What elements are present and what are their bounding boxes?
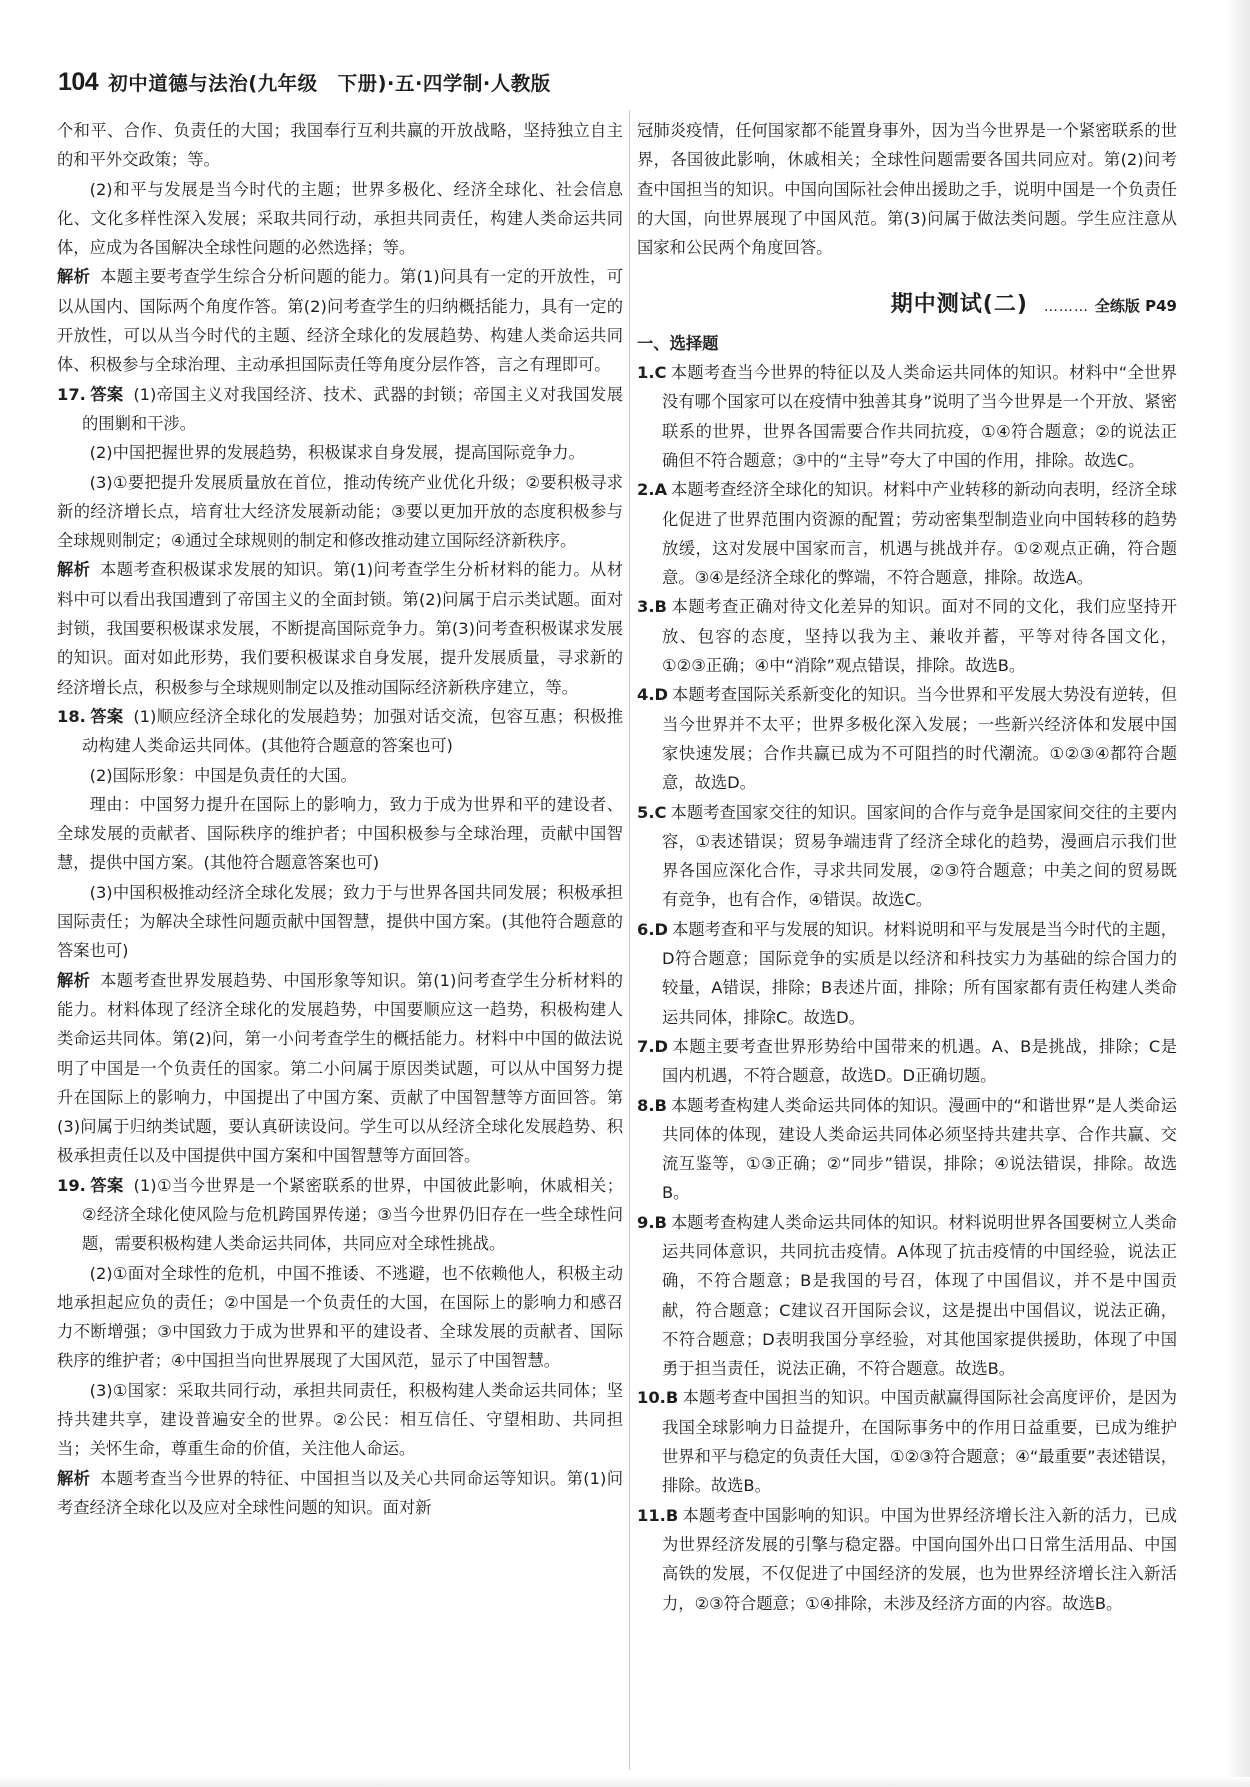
paragraph-text: 理由：中国努力提升在国际上的影响力，致力于成为世界和平的建设者、全球发展的贡献者、国际秩序的维护者；中国积极参与全球治理，贡献中国智慧，提供中国方案。(其他符合题意答案也可) [57,794,623,873]
choice-answer-key: 11.B [637,1505,679,1525]
paragraph-text: 冠肺炎疫情，任何国家都不能置身事外，因为当今世界是一个紧密联系的世界，各国彼此影响，休戚相关；全球性问题需要各国共同应对。第(2)问考查中国担当的知识。中国向国际社会伸出援助之手，说明中国是一个负责任的大国，向世界展现了中国风范。第(3)问属于做法类问题。学生应注意从国家和公民两个角度回答。 [637,121,1177,258]
choice-explanation: 本题考查构建人类命运共同体的知识。漫画中的“和谐世界”是人类命运共同体的体现，建设人类命运共同体必须坚持共建共享、合作共赢、交流互鉴等，①③正确；②“同步”错误，排除；④说法错误，排除。故选B。 [662,1095,1177,1203]
page-bottom-shadow [0,1777,1250,1787]
paragraph-text: (3)①要把提升发展质量放在首位，推动传统产业优化升级；②要积极寻求新的经济增长点，培育壮大经济发展新动能；③要以更加开放的态度积极参与全球规则制定；④通过全球规则的制定和修改推动建立国际经济新秩序。 [57,472,623,551]
choice-answer-item [637,358,1177,475]
choice-explanation: 本题考查正确对待文化差异的知识。面对不同的文化，我们应坚持开放、包容的态度，坚持以我为主、兼收并蓄，平等对待各国文化，①②③正确；④中“消除”观点错误，排除。故选B。 [662,597,1177,676]
section-title: 期中测试(二) [890,292,1028,318]
choice-answer-item [637,1091,1177,1208]
choice-answer-item [637,1208,1177,1384]
paragraph-tag: 解析 [57,970,91,990]
paragraph-text: (2)中国把握世界的发展趋势，积极谋求自身发展，提高国际竞争力。 [89,443,585,463]
choice-explanation: 本题考查经济全球化的知识。材料中产业转移的新动向表明，经济全球化促进了世界范围内资源的配置；劳动密集型制造业向中国转移的趋势放缓，这对发展中国家而言，机遇与挑战并存。①②观点正确，符合题意。③④是经济全球化的弊端，不符合题意，排除。故选A。 [662,480,1177,588]
section-reference: 全练版 P49 [1094,297,1177,316]
text-paragraph [57,1259,623,1376]
paragraph-text: (2)①面对全球性的危机，中国不推诿、不逃避，也不依赖他人，积极主动地承担起应负的责任；②中国是一个负责任的大国，在国际上的影响力和感召力不断增强；③中国致力于成为世界和平的建设者、全球发展的贡献者、国际秩序的维护者；④中国担当向世界展现了大国风范，显示了中国智慧。 [57,1263,623,1371]
paragraph-text: (1)①当今世界是一个紧密联系的世界，中国彼此影响，休戚相关；②经济全球化使风险与危机跨国界传递；③当今世界仍旧存在一些全球性问题，需要积极构建人类命运共同体，共同应对全球性挑战。 [82,1175,623,1254]
text-paragraph [57,761,623,790]
text-paragraph [57,438,623,467]
analysis-paragraph [57,1464,623,1523]
text-paragraph [57,878,623,966]
text-paragraph [57,116,623,175]
paragraph-tag: 解析 [57,1468,91,1488]
page-edge-shadow [1226,0,1250,1787]
answer-list [637,358,1177,1618]
choice-answer-key: 1.C [637,363,667,383]
text-paragraph [57,468,623,556]
section-leader-dots: ……… [1043,299,1089,316]
choice-explanation: 本题考查国家交往的知识。国家间的合作与竞争是国家间交往的主要内容，①表述错误；贸易争端违背了经济全球化的趋势，漫画启示我们世界各国应深化合作，寻求共同发展，②③符合题意；中美之间的贸易既有竞争，也有合作，④错误。故选C。 [662,802,1177,910]
choice-explanation: 本题考查中国影响的知识。中国为世界经济增长注入新的活力，已成为世界经济发展的引擎与稳定器。中国向国外出口日常生活用品、中国高铁的发展，不仅促进了中国经济的发展，也为世界经济增长注入新活力，②③符合题意；①④排除，未涉及经济方面的内容。故选B。 [662,1505,1177,1613]
choice-explanation: 本题考查构建人类命运共同体的知识。材料说明世界各国要树立人类命运共同体意识，共同抗击疫情。A体现了抗击疫情的中国经验，说法正确，不符合题意；B是我国的号召，体现了中国倡议，并不是中国贡献，符合题意；C建议召开国际会议，这是提出中国倡议，说法正确，不符合题意；D表明我国分享经验，对其他国家提供援助，体现了中国勇于担当责任，说法正确，不符合题意。故选B。 [662,1212,1177,1379]
paragraph-text: (3)①国家：采取共同行动，承担共同责任，积极构建人类命运共同体；坚持共建共享，建设普遍安全的世界。②公民：相互信任、守望相助、共同担当；关怀生命，尊重生命的价值，关注他人命运。 [57,1380,623,1459]
analysis-paragraph [57,555,623,701]
column-divider [629,110,630,1770]
question-number: 19. [57,1175,86,1195]
choice-answer-key: 10.B [637,1388,679,1408]
right-column [637,116,1177,1618]
page-number: 104 [58,68,99,96]
choice-answer-item [637,680,1177,797]
choice-answer-key: 4.D [637,685,669,705]
text-paragraph [57,175,623,263]
paragraph-text: (2)和平与发展是当今时代的主题；世界多极化、经济全球化、社会信息化、文化多样性深入发展；采取共同行动，承担共同责任，构建人类命运共同体，应成为各国解决全球性问题的必然选择；等。 [57,179,623,258]
answer-paragraph [57,380,623,439]
section-subheading: 一、选择题 [637,333,719,353]
choice-answer-key: 3.B [637,597,667,617]
question-number: 18. [57,706,86,726]
choice-answer-item [637,475,1177,592]
left-column [57,116,623,1522]
analysis-paragraph [57,262,623,379]
paragraph-text: 本题考查积极谋求发展的知识。第(1)问考查学生分析材料的能力。从材料中可以看出我国遭到了帝国主义的全面封锁。第(2)问属于启示类试题。面对封锁，我国要积极谋求发展，不断提高国际竞争力。第(3)问考查积极谋求发展的知识。面对如此形势，我们要积极谋求自身发展，提升发展质量，寻求新的经济增长点，积极参与全球规则制定以及推动国际经济新秩序建立，等。 [57,560,623,697]
paragraph-tag: 解析 [57,267,91,287]
analysis-paragraph [57,966,623,1171]
paragraph-tag: 答案 [89,1175,124,1195]
choice-answer-item [637,1383,1177,1500]
choice-answer-item [637,1032,1177,1091]
choice-explanation: 本题考查当今世界的特征以及人类命运共同体的知识。材料中“全世界没有哪个国家可以在疫情中独善其身”说明了当今世界是一个开放、紧密联系的世界，世界各国需要合作共同抗疫，①④符合题意；②的说法正确但不符合题意；③中的“主导”夸大了中国的作用，排除。故选C。 [662,363,1177,470]
text-paragraph [57,790,623,878]
paragraph-text: (3)中国积极推动经济全球化发展；致力于与世界各国共同发展；积极承担国际责任；为解决全球性问题贡献中国智慧，提供中国方案。(其他符合题意的答案也可) [57,882,623,961]
choice-answer-key: 6.D [637,919,669,939]
choice-answer-item [637,592,1177,680]
choice-answer-key: 9.B [637,1212,667,1232]
choice-explanation: 本题考查中国担当的知识。中国贡献赢得国际社会高度评价，是因为我国全球影响力日益提升，在国际事务中的作用日益重要，已成为维护世界和平与稳定的负责任大国，①②③符合题意；④“最重要”表述错误，排除。故选B。 [662,1388,1177,1496]
page-header [58,68,1190,97]
choice-answer-item [637,798,1177,915]
text-paragraph [57,1376,623,1464]
paragraph-text: (1)帝国主义对我国经济、技术、武器的封锁；帝国主义对我国发展的围剿和干涉。 [82,384,623,433]
paragraph-text: 本题主要考查学生综合分析问题的能力。第(1)问具有一定的开放性，可以从国内、国际两个角度作答。第(2)问考查学生的归纳概括能力，具有一定的开放性，可以从当今时代的主题、经济全球化的发展趋势、构建人类命运共同体、积极参与全球治理、主动承担国际责任等角度分层作答，言之有理即可。 [57,267,623,375]
paragraph-text: (2)国际形象：中国是负责任的大国。 [89,765,357,785]
paragraph-text: 本题考查世界发展趋势、中国形象等知识。第(1)问考查学生分析材料的能力。材料体现了经济全球化的发展趋势，中国要顺应这一趋势，积极构建人类命运共同体。第(2)问，第一小问考查学生的概括能力。材料中中国的做法说明了中国是一个负责任的国家。第二小问属于原因类试题，可以从中国努力提升在国际上的影响力，中国提出了中国方案、贡献了中国智慧等方面回答。第(3)问属于归纳类试题，要认真研读设问。学生可以从经济全球化发展趋势、积极承担责任以及中国提供中国方案和中国智慧等方面回答。 [57,970,623,1166]
answer-paragraph [57,1171,623,1259]
answer-paragraph [57,702,623,761]
choice-answer-item [637,915,1177,1032]
choice-answer-key: 7.D [637,1036,669,1056]
book-title: 初中道德与法治(九年级 下册)·五·四学制·人教版 [108,72,551,95]
question-number: 17. [57,384,86,404]
right-column-continuation [637,116,1177,262]
choice-explanation: 本题考查和平与发展的知识。材料说明和平与发展是当今时代的主题，D符合题意；国际竞争的实质是以经济和科技实力为基础的综合国力的较量，A错误，排除；B表述片面，排除；所有国家都有责任构建人类命运共同体，排除C。故选D。 [662,919,1177,1027]
choice-explanation: 本题考查国际关系新变化的知识。当今世界和平发展大势没有逆转，但当今世界并不太平；世界多极化深入发展；一些新兴经济体和发展中国家快速发展；合作共赢已成为不可阻挡的时代潮流。①②③④都符合题意，故选D。 [662,685,1177,793]
paragraph-tag: 答案 [89,384,124,404]
choice-answer-item [637,1501,1177,1618]
paragraph-tag: 解析 [57,560,91,580]
choice-explanation: 本题主要考查世界形势给中国带来的机遇。A、B是挑战，排除；C是国内机遇，不符合题意，故选D。D正确切题。 [662,1036,1177,1086]
choice-answer-key: 8.B [637,1095,667,1115]
paragraph-text: 本题考查当今世界的特征、中国担当以及关心共同命运等知识。第(1)问考查经济全球化以及应对全球性问题的知识。面对新 [57,1468,623,1517]
choice-answer-key: 5.C [637,802,667,822]
paragraph-text: 个和平、合作、负责任的大国；我国奉行互利共赢的开放战略，坚持独立自主的和平外交政策；等。 [57,121,623,170]
paragraph-tag: 答案 [89,706,124,726]
section-header [637,290,1177,322]
text-paragraph [637,116,1177,262]
paragraph-text: (1)顺应经济全球化的发展趋势；加强对话交流，包容互惠；积极推动构建人类命运共同体。(其他符合题意的答案也可) [82,706,623,756]
choice-answer-key: 2.A [637,480,668,500]
